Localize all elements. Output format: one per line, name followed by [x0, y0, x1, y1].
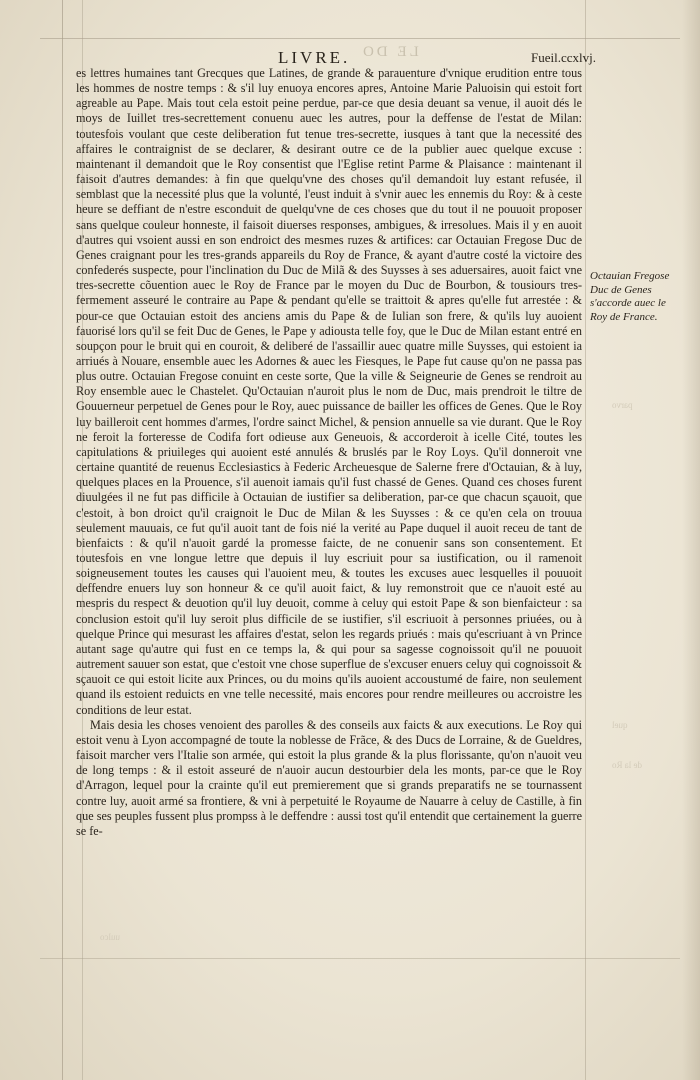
- body-text: [76, 66, 582, 839]
- bleed-through-text: uulco: [100, 932, 120, 942]
- bleed-through-text: de la Ro: [612, 760, 642, 770]
- bleed-through-text: parvo: [612, 400, 633, 410]
- paragraph: es lettres humaines tant Grecques que Latines, de grande & parauenture d'vnique erudition entre tous les hommes de nostre temps : & s'il luy enuoya encores apres, Antoine Marie Paluoisin qui estoit fort agreable au Pape. Mais tout cela estoit peine perdue, par-ce que desia deuant sa venue, il auoit dés le moys de Iuillet tres-secrettement conuenu auec les autres, pour la deffense de l'estat de Milan: toutesfois voulant que ceste deliberation fut tenue tres-secrette, iusques à tant que la necessité des affaires le contraignist de se declarer, & desirant outre ce de la publier auec quelque excuse : maintenant il demandoit que le Roy consentist que l'Eglise retint Parme & Plaisance : maintenant il faisoit d'autres demandes: à fin que quelqu'vne des choses qu'il demandoit luy estant refusée, il semblast que la necessité plus que la volunté, l'eust induit à s'vnir auec les ennemis du Roy: & à ceste heure se deffiant de n'estre esconduit de quelqu'vne de ces choses que du tout il ne pouuoit proposer sans quelque couleur honneste, il faisoit diuerses responses, ambigues, & irresolues. Mais il y en auoit d'autres qui vsoient aussi en son endroict des mesmes ruzes & artifices: car Octauian Fregose Duc de Genes craignant pour les tres-grands appareils du Roy de France, & ayant d'autre costé la victoire des confederés suspecte, pour l'inclination du Duc de Milã & des Suysses à ses aduersaires, auoit faict vne tres-secrette cõuention auec le Roy de France par le moyen du Duc de Bourbon, & tousiours tres-fermement asseuré le contraire au Pape & pendant qu'elle se traittoit & apres qu'elle fut arrestée : & pour-ce que Octauian estoit des anciens amis du Pape & de Iulian son frere, & qu'ils luy auoient fauorisé lors qu'il se feit Duc de Genes, le Pape y adiousta telle foy, que le Duc de Milan estant entré en soupçon pour le bruit qui en couroit, & deliberé de l'assaillir auec quatre mille Suysses, qui estoient ia arriués à Nouare, ensemble auec les Adornes & auec les Fiesques, le Pape fut cause qu'on ne passa pas plus outre. Octauian Fregose conuint en ceste sorte, Que la ville & Seigneurie de Genes se rendroit au Roy ensemble auec le Chastelet. Qu'Octauian n'auroit plus le nom de Duc, mais prendroit le tiltre de Gouuerneur perpetuel de Genes pour le Roy, auec puissance de bailler les offices de Genes. Que le Roy luy bailleroit cent hommes d'armes, l'ordre sainct Michel, & pension annuelle sa vie durant. Que le Roy ne feroit la forteresse de Codifa fort odieuse aux Geneuois, & accorderoit à icelle Cité, toutes les capitulations & priuileges qui auoient esté annulés & bruslés par le Roy Loys. Qu'il donneroit vne certaine quantité de reuenus Ecclesiastics à Federic Archeuesque de Salerne frere d'Octauian, & à luy, quelques places en la Prouence, s'il auenoit iamais qu'il fust chassé de Genes. Quand ces choses furent diuulgées il ne fut pas difficile à Octauian de iustifier sa deliberation, par-ce que chacun sçauoit, que c'estoit, à bon droict qu'il craignoit le Duc de Milan & les Suysses : & ce qu'en cela on trouua seulement mauuais, ce fut qu'il auoit tant de fois nié la verité au Pape duquel il auoit receu de tant de bienfaicts : & qu'il n'auoit gardé la promesse faicte, de ne conuenir sans son consentement. Et toutesfois en vne longue lettre que depuis il luy escriuit pour sa iustification, ou il ramenoit soigneusement toutes les causes qui l'auoient meu, & toutes les excuses auec lesquelles il pouuoit deffendre enuers luy son honneur & ce qu'il auoit faict, & luy remonstroit que ce n'auoit esté au mespris du respect & deuotion qu'il luy deuoit, comme à celuy qui estoit Pape & son bienfaicteur : sa conclusion estoit qu'il luy seroit plus difficile de se iustifier, s'il escriuoit à personnes priuées, ou à quelque Prince qui mesurast les affaires d'estat, selon les regards priués : mais qu'escriuant à vn Prince autant sage qu'autre qui fust en ce temps la, & qui pour sa sagesse cognoissoit qu'il ne pouuoit autrement sauuer son estat, que c'estoit vne chose superflue de s'excuser enuers celuy qui cognoissoit & sçauoit ce qui estoit licite aux Princes, ou du moins qu'ils auoient accoustumé de faire, non seulement quand ils estoient reduicts en vne telle necessité, mais encores pour rendre meilleures ou accroistre les conditions de leur estat.: [76, 66, 582, 717]
- folio-number: Fueil.ccxlvj.: [531, 50, 596, 65]
- page-rule-right: [585, 0, 586, 1080]
- page-rule-bottom: [40, 958, 680, 959]
- paragraph: Mais desia les choses venoient des parolles & des conseils aux faicts & aux executions. Le Roy qui estoit venu à Lyon accompagné de toute la noblesse de Frãce, & des Ducs de Lorraine, & de Gueldres, faisoit marcher vers l'Italie son armée, qui estoit la plus grande & la plus florissante, qu'on n'auoit veu de long temps : & il estoit asseuré de n'auoir aucun destourbier dela les monts, par-ce que le Roy d'Arragon, lequel pour la crainte qu'il eut premierement que si grands preparatifs ne se tournassent contre luy, auoit armé sa frontiere, & vni à perpetuité le Royaume de Nauarre à celuy de Castille, à fin que ses peuples fussent plus prompss à le deffendre : aussi tost qu'il entendit que certainement la guerre se fe-: [76, 717, 582, 838]
- running-title: LIVRE.: [278, 48, 351, 67]
- bleed-through-header: LE DO: [360, 44, 419, 60]
- page-edge-shadow: [682, 0, 700, 1080]
- page-rule-left: [62, 0, 63, 1080]
- bleed-through-text: quel: [612, 720, 628, 730]
- marginal-note: Octauian Fregose Duc de Genes s'accorde auec le Roy de France.: [590, 270, 670, 323]
- page-rule-top: [40, 38, 680, 39]
